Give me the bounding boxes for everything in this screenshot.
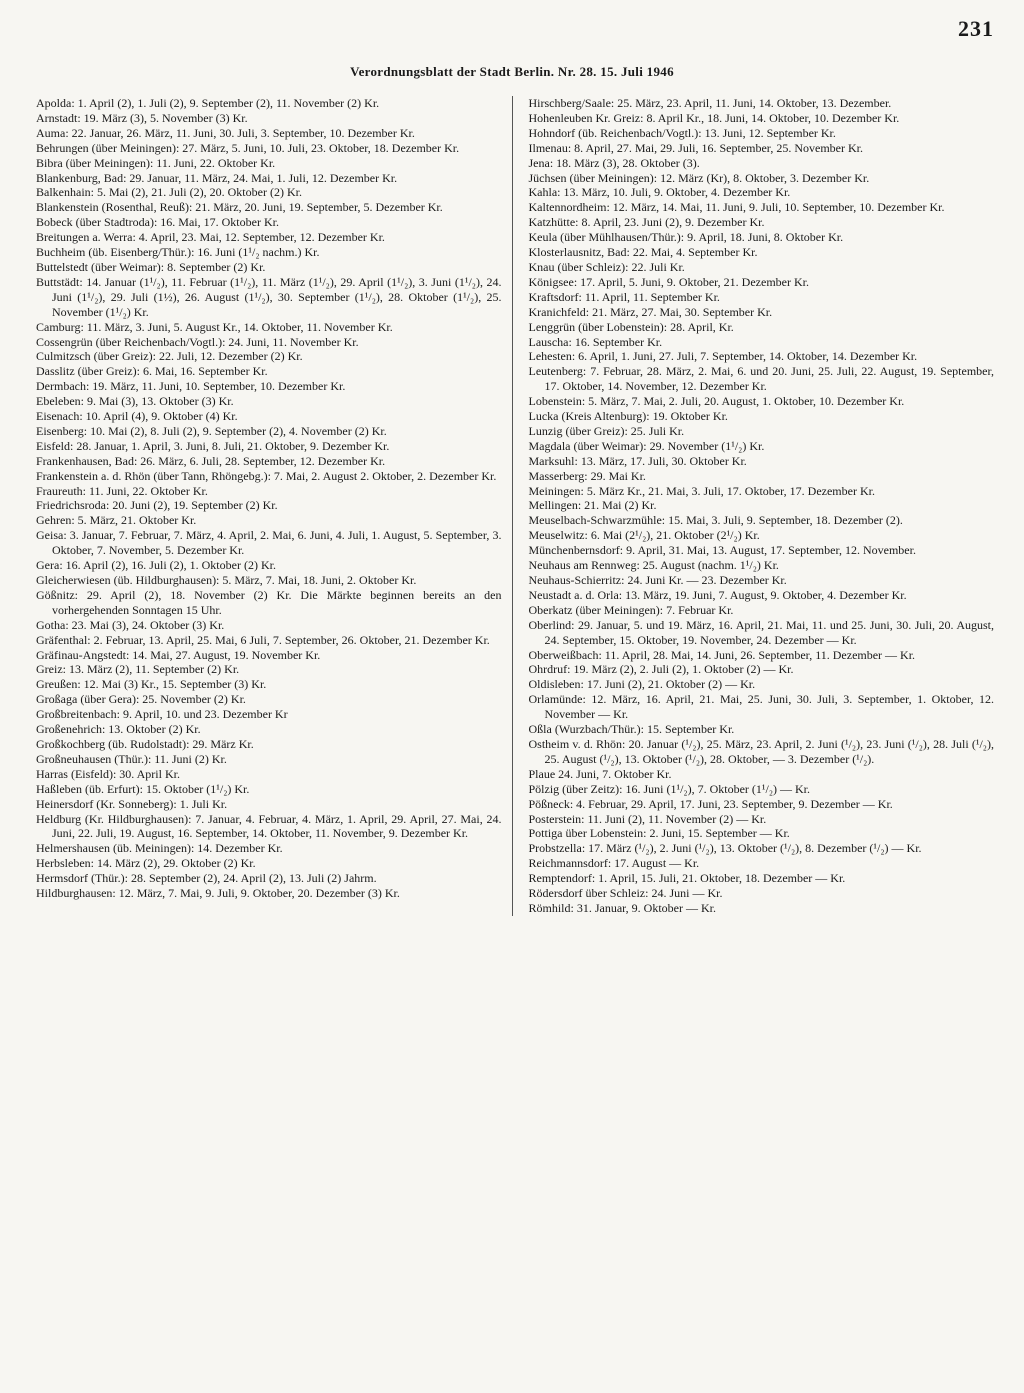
market-entry: Mellingen: 21. Mai (2) Kr. [528, 498, 657, 513]
market-entry: Großenehrich: 13. Oktober (2) Kr. [36, 722, 201, 737]
market-entry: Katzhütte: 8. April, 23. Juni (2), 9. Dezember Kr. [528, 215, 765, 230]
running-head: Verordnungsblatt der Stadt Berlin. Nr. 28. 15. Juli 1946 [350, 64, 674, 79]
market-entry: Balkenhain: 5. Mai (2), 21. Juli (2), 20. Oktober (2) Kr. [36, 185, 302, 200]
market-entry: Jüchsen (über Meiningen): 12. März (Kr), 8. Oktober, 3. Dezember Kr. [528, 170, 870, 185]
market-entry: Reichmannsdorf: 17. August — Kr. [528, 856, 700, 871]
market-entry: Gera: 16. April (2), 16. Juli (2), 1. Oktober (2) Kr. [36, 558, 276, 573]
market-entry: Lenggrün (über Lobenstein): 28. April, Kr. [528, 319, 734, 334]
market-entry: Heinersdorf (Kr. Sonneberg): 1. Juli Kr. [36, 796, 228, 811]
market-entry: Eisfeld: 28. Januar, 1. April, 3. Juni, 8. Juli, 21. Oktober, 9. Dezember Kr. [36, 438, 390, 453]
market-entry: Lunzig (über Greiz): 25. Juli Kr. [528, 423, 685, 438]
market-entry: Großbreitenbach: 9. April, 10. und 23. Dezember Kr [36, 707, 288, 722]
market-entry: Lauscha: 16. September Kr. [528, 334, 663, 349]
market-entry: Meuselbach-Schwarzmühle: 15. Mai, 3. Juli, 9. September, 18. Dezember (2). [528, 513, 903, 528]
market-entry: Ilmenau: 8. April, 27. Mai, 29. Juli, 16. September, 25. November Kr. [528, 140, 863, 155]
market-entry: Geisa: 3. Januar, 7. Februar, 7. März, 4. April, 2. Mai, 6. Juni, 4. Juli, 1. August, 5. September, 3. Oktober, 7. November, 5. Dezember Kr. [36, 528, 502, 558]
market-entry: Hildburghausen: 12. März, 7. Mai, 9. Juli, 9. Oktober, 20. Dezember (3) Kr. [36, 886, 400, 901]
market-entry: Großaga (über Gera): 25. November (2) Kr. [36, 692, 246, 707]
market-entry: Greußen: 12. Mai (3) Kr., 15. September (3) Kr. [36, 677, 267, 692]
market-entry: Oßla (Wurzbach/Thür.): 15. September Kr. [528, 722, 735, 737]
market-entry: Leutenberg: 7. Februar, 28. März, 2. Mai, 6. und 20. Juni, 25. Juli, 22. August, 19. September, 17. Oktober, 14. November, 12. Dezember Kr. [528, 364, 994, 394]
market-entry: Helmershausen (üb. Meiningen): 14. Dezember Kr. [36, 841, 283, 856]
market-entry: Gräfenthal: 2. Februar, 13. April, 25. Mai, 6 Juli, 7. September, 26. Oktober, 21. Dezember Kr. [36, 632, 490, 647]
market-entry: Knau (über Schleiz): 22. Juli Kr. [528, 259, 685, 274]
market-entry: Rödersdorf über Schleiz: 24. Juni — Kr. [528, 886, 723, 901]
market-entry: Buchheim (üb. Eisenberg/Thür.): 16. Juni (1¹/₂ nachm.) Kr. [36, 245, 320, 260]
market-entry: Orlamünde: 12. März, 16. April, 21. Mai, 25. Juni, 30. Juli, 3. September, 1. Oktober, 12. November — Kr. [528, 692, 994, 722]
market-entry: Camburg: 11. März, 3. Juni, 5. August Kr., 14. Oktober, 11. November Kr. [36, 319, 393, 334]
market-entry: Haßleben (üb. Erfurt): 15. Oktober (1¹/₂) Kr. [36, 781, 250, 796]
market-entry: Culmitzsch (über Greiz): 22. Juli, 12. Dezember (2) Kr. [36, 349, 303, 364]
market-entry: Gleicherwiesen (üb. Hildburghausen): 5. März, 7. Mai, 18. Juni, 2. Oktober Kr. [36, 573, 417, 587]
market-entry: Klosterlausnitz, Bad: 22. Mai, 4. September Kr. [528, 245, 758, 260]
market-entry: Cossengrün (über Reichenbach/Vogtl.): 24. Juni, 11. November Kr. [36, 334, 359, 349]
market-entry: Frankenstein a. d. Rhön (über Tann, Rhöngebg.): 7. Mai, 2. August 2. Oktober, 2. Dezember Kr. [36, 468, 497, 483]
right-column [529, 96, 995, 916]
market-entry: Gotha: 23. Mai (3), 24. Oktober (3) Kr. [36, 617, 225, 632]
market-entry: Posterstein: 11. Juni (2), 11. November (2) — Kr. [528, 811, 767, 826]
market-entry: Keula (über Mühlhausen/Thür.): 9. April, 18. Juni, 8. Oktober Kr. [528, 230, 844, 245]
market-entry: Apolda: 1. April (2), 1. Juli (2), 9. September (2), 11. November (2) Kr. [36, 96, 380, 110]
market-entry: Königsee: 17. April, 5. Juni, 9. Oktober, 21. Dezember Kr. [528, 274, 809, 289]
market-entry: Neuhaus am Rennweg: 25. August (nachm. 1¹/₂) Kr. [528, 558, 779, 573]
market-entry: Masserberg: 29. Mai Kr. [528, 468, 646, 483]
market-entry: Bibra (über Meiningen): 11. Juni, 22. Oktober Kr. [36, 155, 276, 170]
market-entry: Jena: 18. März (3), 28. Oktober (3). [528, 155, 700, 170]
market-entry: Herbsleben: 14. März (2), 29. Oktober (2) Kr. [36, 856, 256, 871]
two-column-text [36, 96, 994, 916]
market-entry: Kranichfeld: 21. März, 27. Mai, 30. September Kr. [528, 304, 773, 319]
market-entry: Dermbach: 19. März, 11. Juni, 10. September, 10. Dezember Kr. [36, 379, 346, 394]
market-entry: Pößneck: 4. Februar, 29. April, 17. Juni, 23. September, 9. Dezember — Kr. [528, 796, 893, 811]
market-entry: Hohndorf (üb. Reichenbach/Vogtl.): 13. Juni, 12. September Kr. [528, 125, 836, 140]
market-entry: Bobeck (über Stadtroda): 16. Mai, 17. Oktober Kr. [36, 215, 279, 230]
market-entry: Meiningen: 5. März Kr., 21. Mai, 3. Juli, 17. Oktober, 17. Dezember Kr. [528, 483, 875, 498]
market-entry: Lobenstein: 5. März, 7. Mai, 2. Juli, 20. August, 1. Oktober, 10. Dezember Kr. [528, 394, 905, 409]
market-entry: Großkochberg (üb. Rudolstadt): 29. März Kr. [36, 736, 254, 751]
market-entry: Großneuhausen (Thür.): 11. Juni (2) Kr. [36, 751, 227, 766]
market-entry: Friedrichsroda: 20. Juni (2), 19. September (2) Kr. [36, 498, 278, 513]
left-column [36, 96, 513, 916]
market-entry: Harras (Eisfeld): 30. April Kr. [36, 766, 180, 781]
market-entry: Behrungen (über Meiningen): 27. März, 5. Juni, 10. Juli, 23. Oktober, 18. Dezember Kr. [36, 140, 460, 155]
market-entry: Ostheim v. d. Rhön: 20. Januar (¹/₂), 25. März, 23. April, 2. Juni (¹/₂), 23. Juni (¹/₂), 28. Juli (¹/₂), 25. August (¹/₂), 13. Oktober (¹/₂), 28. Oktober, — 3. Dezember (¹/₂). [528, 736, 994, 766]
market-entry: Hirschberg/Saale: 25. März, 23. April, 11. Juni, 14. Oktober, 13. Dezember. [528, 96, 892, 110]
market-entry: Ohrdruf: 19. März (2), 2. Juli (2), 1. Oktober (2) — Kr. [528, 662, 794, 677]
market-entry: Lehesten: 6. April, 1. Juni, 27. Juli, 7. September, 14. Oktober, 14. Dezember Kr. [528, 349, 918, 364]
market-entry: Oberlind: 29. Januar, 5. und 19. März, 16. April, 21. Mai, 11. und 25. Juni, 30. Juli, 20. August, 24. September, 15. Oktober, 19. November, 24. Dezember — Kr. [528, 617, 994, 647]
market-entry: Blankenburg, Bad: 29. Januar, 11. März, 24. Mai, 1. Juli, 12. Dezember Kr. [36, 170, 398, 185]
market-entry: Kraftsdorf: 11. April, 11. September Kr. [528, 289, 720, 304]
market-entry: Arnstadt: 19. März (3), 5. November (3) Kr. [36, 110, 248, 125]
market-entry: Oberweißbach: 11. April, 28. Mai, 14. Juni, 26. September, 11. Dezember — Kr. [528, 647, 916, 662]
market-entry: Eisenach: 10. April (4), 9. Oktober (4) Kr. [36, 409, 238, 424]
market-entry: Buttelstedt (über Weimar): 8. September (2) Kr. [36, 259, 266, 274]
market-entry: Gräfinau-Angstedt: 14. Mai, 27. August, 19. November Kr. [36, 647, 321, 662]
market-entry: Heldburg (Kr. Hildburghausen): 7. Januar, 4. Februar, 4. März, 1. April, 29. April, 27. Mai, 24. Juni, 22. Juli, 19. August, 16. September, 14. Oktober, 11. November, 9. Dezember Kr. [36, 811, 502, 841]
market-entry: Ebeleben: 9. Mai (3), 13. Oktober (3) Kr. [36, 394, 234, 409]
market-entry: Oberkatz (über Meiningen): 7. Februar Kr. [528, 602, 734, 617]
market-entry: Remptendorf: 1. April, 15. Juli, 21. Oktober, 18. Dezember — Kr. [528, 871, 846, 886]
market-entry: Probstzella: 17. März (¹/₂), 2. Juni (¹/₂), 13. Oktober (¹/₂), 8. Dezember (¹/₂) — Kr. [528, 841, 922, 856]
market-entry: Neuhaus-Schierritz: 24. Juni Kr. — 23. Dezember Kr. [528, 573, 787, 587]
market-entry: Greiz: 13. März (2), 11. September (2) Kr. [36, 662, 240, 677]
market-entry: Blankenstein (Rosenthal, Reuß): 21. März, 20. Juni, 19. September, 5. Dezember Kr. [36, 200, 443, 215]
market-entry: Gößnitz: 29. April (2), 18. November (2) Kr. Die Märkte beginnen bereits an den vorhergehenden Sonntagen 15 Uhr. [36, 587, 502, 617]
market-entry: Magdala (über Weimar): 29. November (1¹/₂) Kr. [528, 438, 765, 453]
market-entry: Dasslitz (über Greiz): 6. Mai, 16. September Kr. [36, 364, 268, 379]
market-entry: Kaltennordheim: 12. März, 14. Mai, 11. Juni, 9. Juli, 10. September, 10. Dezember Kr. [528, 200, 945, 215]
market-entry: Plaue 24. Juni, 7. Oktober Kr. [528, 766, 672, 781]
market-entry: Fraureuth: 11. Juni, 22. Oktober Kr. [36, 483, 208, 498]
market-entry: Pölzig (über Zeitz): 16. Juni (1¹/₂), 7. Oktober (1¹/₂) — Kr. [528, 781, 811, 796]
market-entry: Meuselwitz: 6. Mai (2¹/₂), 21. Oktober (2¹/₂) Kr. [528, 528, 760, 543]
market-entry: Frankenhausen, Bad: 26. März, 6. Juli, 28. September, 12. Dezember Kr. [36, 453, 386, 468]
page-number: 231 [958, 16, 994, 41]
market-entry: Buttstädt: 14. Januar (1¹/₂), 11. Februar (1¹/₂), 11. März (1¹/₂), 29. April (1¹/₂), 3. Juni (1¹/₂), 24. Juni (1¹/₂), 29. Juli (1½), 26. August (1¹/₂), 30. September (1¹/₂), 28. Oktober (1¹/₂), 25. November (1¹/₂) Kr. [36, 274, 502, 319]
market-entry: Kahla: 13. März, 10. Juli, 9. Oktober, 4. Dezember Kr. [528, 185, 791, 200]
market-entry: Eisenberg: 10. Mai (2), 8. Juli (2), 9. September (2), 4. November (2) Kr. [36, 423, 387, 438]
market-entry: Münchenbernsdorf: 9. April, 31. Mai, 13. August, 17. September, 12. November. [528, 543, 916, 558]
market-entry: Breitungen a. Werra: 4. April, 23. Mai, 12. September, 12. Dezember Kr. [36, 230, 385, 245]
market-entry: Gehren: 5. März, 21. Oktober Kr. [36, 513, 197, 528]
market-entry: Römhild: 31. Januar, 9. Oktober — Kr. [528, 900, 716, 915]
market-entry: Hermsdorf (Thür.): 28. September (2), 24. April (2), 13. Juli (2) Jahrm. [36, 871, 377, 886]
market-entry: Auma: 22. Januar, 26. März, 11. Juni, 30. Juli, 3. September, 10. Dezember Kr. [36, 125, 415, 140]
market-entry: Neustadt a. d. Orla: 13. März, 19. Juni, 7. August, 9. Oktober, 4. Dezember Kr. [528, 587, 907, 602]
market-entry: Marksuhl: 13. März, 17. Juli, 30. Oktober Kr. [528, 453, 747, 468]
market-entry: Pottiga über Lobenstein: 2. Juni, 15. September — Kr. [528, 826, 790, 841]
market-entry: Hohenleuben Kr. Greiz: 8. April Kr., 18. Juni, 14. Oktober, 10. Dezember Kr. [528, 110, 900, 125]
market-entry: Lucka (Kreis Altenburg): 19. Oktober Kr. [528, 409, 728, 424]
market-entry: Oldisleben: 17. Juni (2), 21. Oktober (2) — Kr. [528, 677, 756, 692]
